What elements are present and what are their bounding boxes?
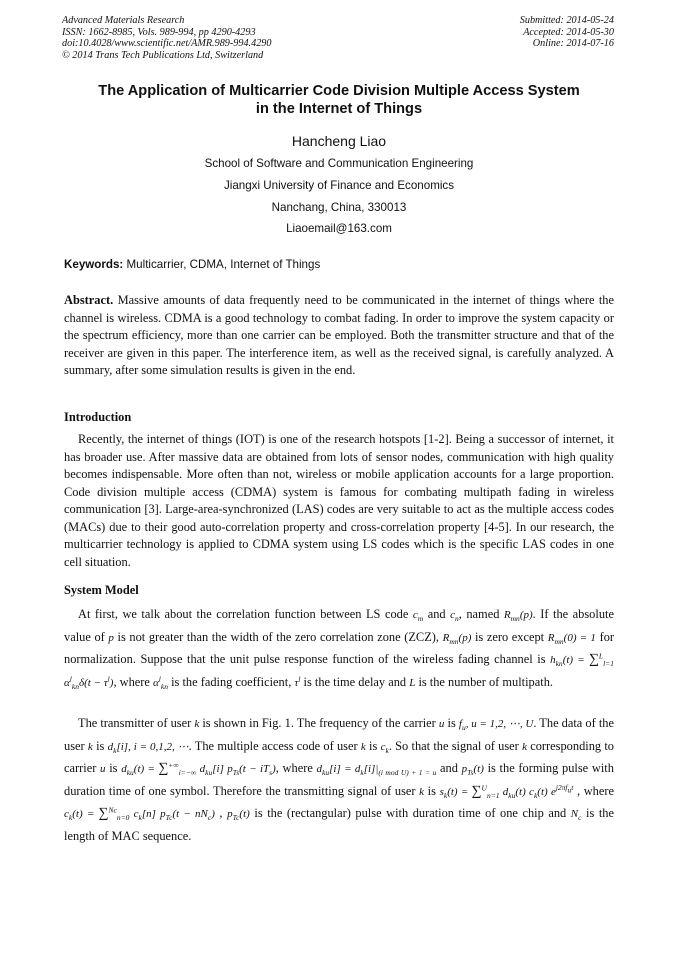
correlation-function-2: $R_{mn}(p)$	[442, 631, 472, 646]
abstract-label: Abstract.	[64, 293, 114, 307]
journal-info	[62, 15, 271, 61]
data-index-formula: $d_{ku}[i] = d_k[i]|_{(i mod U) + 1 = u}$	[316, 763, 437, 778]
multipath-count: L	[409, 676, 416, 689]
copyright: © 2014 Trans Tech Publications Ltd, Switzerland	[62, 49, 264, 61]
accepted-date: Accepted: 2014-05-30	[523, 26, 614, 38]
carrier-frequency: $f_u$, u = 1,2, ⋯, U	[458, 718, 534, 733]
code-cn: $c_n$	[450, 609, 459, 624]
paper-title	[60, 82, 618, 118]
online-date: Online: 2014-07-16	[532, 38, 614, 49]
affiliation-university: Jiangxi University of Finance and Economics	[223, 179, 455, 192]
keywords-label: Keywords:	[64, 258, 124, 271]
code-waveform-formula: $c_k(t) = \sum^{Nc}_{n=0}$ $c_k[n] p_{Tc}(t - nN_c)$	[64, 805, 215, 823]
title-line-1: The Application of Multicarrier Code Division Multiple Access System	[98, 83, 580, 99]
correlation-function: $R_{mn}(p)$	[503, 609, 533, 624]
issn: ISSN: 1662-8985, Vols. 989-994, pp 4290-4293	[62, 26, 256, 38]
system-model-paragraph-1: At first, we talk about the correlation function between LS code $c_m$ and $c_n$, named $R_{mn}(p)$. If the absolute value of p is not greater than the width of the zero correlation zone (ZCZ), $R_{mn}(p)$ is zero except $R_{mn}(0) = 1$ for normalization. Suppose that the unit pulse response function of the wireless fading channel is $h_{kn}(t) = \sum^L_{l=1}$ $\alpha^l_{kn}\delta(t - \tau^l)$, where $\alpha^l_{kn}$ is the fading coefficient, $\tau^l$ is the time delay and L is the number of multipath.	[64, 607, 615, 691]
system-model-heading: System Model	[64, 583, 139, 597]
fading-coefficient: $\alpha^l_{kn}$	[153, 673, 168, 691]
abstract-text: Massive amounts of data frequently need to be communicated in the internet of things where the channel is wireless. CDMA is a good technology to combat fading. In order to improve the system capacity or the spectrum efficiency, more than one carrier can be employed. Both the transmitter structure and that of the receiver are given in this paper. The interference item, as well as the received signal, is carefully analyzed. A summary, after some simulation results is given in the end.	[64, 293, 614, 377]
keywords	[64, 258, 320, 271]
normalization: $R_{mn}(0) = 1$	[547, 631, 596, 646]
title-line-2: in the Internet of Things	[255, 101, 423, 117]
forming-pulse: $p_{Ts}(t)$	[461, 763, 484, 778]
code-cm: $c_m$	[412, 609, 424, 624]
submitted-date: Submitted: 2014-05-24	[519, 15, 614, 26]
dates-info	[520, 15, 614, 50]
keywords-text: Multicarrier, CDMA, Internet of Things	[126, 258, 321, 271]
doi: doi:10.4028/www.scientific.net/AMR.989-994.4290	[62, 38, 272, 49]
abstract	[64, 292, 614, 380]
variable-p: p	[108, 631, 114, 644]
system-model-paragraph-2: The transmitter of user k is shown in Fig. 1. The frequency of the carrier u is $f_u$, u = 1,2, ⋯, U. The data of the user k is $d_k[i]$, i = 0,1,2, ⋯. The multiple access code of user k is $c_k$. So that the signal of user k corresponding to carrier u is $d_{ku}(t) = \sum^{+\infty}_{i=-\infty}$ $d_{ku}[i] p_{Ts}(t - iT_s)$, where $d_{ku}[i] = d_k[i]|_{(i mod U) + 1 = u}$ and $p_{Ts}(t)$ is the forming pulse with duration time of one symbol. Therefore the transmitting signal of user k is $s_k(t) = \sum^U_{n=1}$ $d_{ku}(t)$ $c_k(t)$ $e^{j2\pi f_ut}$ , where $c_k(t) = \sum^{Nc}_{n=0}$ $c_k[n] p_{Tc}(t - nN_c)$ , $p_{Tc}(t)$ is the (rectangular) pulse with duration time of one chip and $N_c$ is the length of MAC sequence.	[64, 716, 615, 843]
time-delay: $\tau^l$	[294, 673, 301, 689]
journal-name: Advanced Materials Research	[62, 15, 185, 26]
affiliation-school: School of Software and Communication Engineering	[204, 157, 474, 170]
transmit-signal-formula: $s_k(t) = \sum^U_{n=1}$ $d_{ku}(t)$ $c_k(t)$ $e^{j2\pi f_ut}$	[439, 782, 574, 800]
user-data: $d_k[i]$, i = 0,1,2, ⋯	[107, 740, 189, 755]
access-code: $c_k$	[380, 740, 389, 755]
mac-length: $N_c$	[570, 808, 582, 823]
author-name: Hancheng Liao	[291, 133, 387, 149]
introduction-heading: Introduction	[64, 410, 132, 424]
channel-response-formula: $h_{kn}(t) = \sum^L_{l=1}$ $\alpha^l_{kn}\delta(t - \tau^l)$	[64, 651, 614, 691]
introduction-text: Recently, the internet of things (IOT) is one of the research hotspots [1-2]. Being a successor of internet, it has broader use. After massive data are obtained from lots of sensor nodes, communication with high quality becomes indispensable. More often than not, wireless or mobile application accounts for a large proportion. Code division multiple access (CDMA) system is famous for combating multipath fading in wireless communication [3]. Large-area-synchronized (LAS) codes are very suitable to act as the multiple access codes (MACs) due to their good auto-correlation property and cross-correlation property [4-5]. In our research, the multicarrier technology is applied to CDMA system using LS codes which is the specific LAS codes in one cell situation.	[64, 432, 614, 569]
carrier-signal-formula: $d_{ku}(t) = \sum^{+\infty}_{i=-\infty}$ $d_{ku}[i] p_{Ts}(t - iT_s)$	[121, 760, 276, 778]
affiliation-city: Nanchang, China, 330013	[271, 201, 407, 214]
chip-pulse: $p_{Tc}(t)$	[227, 808, 250, 823]
author-email: Liaoemail@163.com	[286, 222, 392, 235]
